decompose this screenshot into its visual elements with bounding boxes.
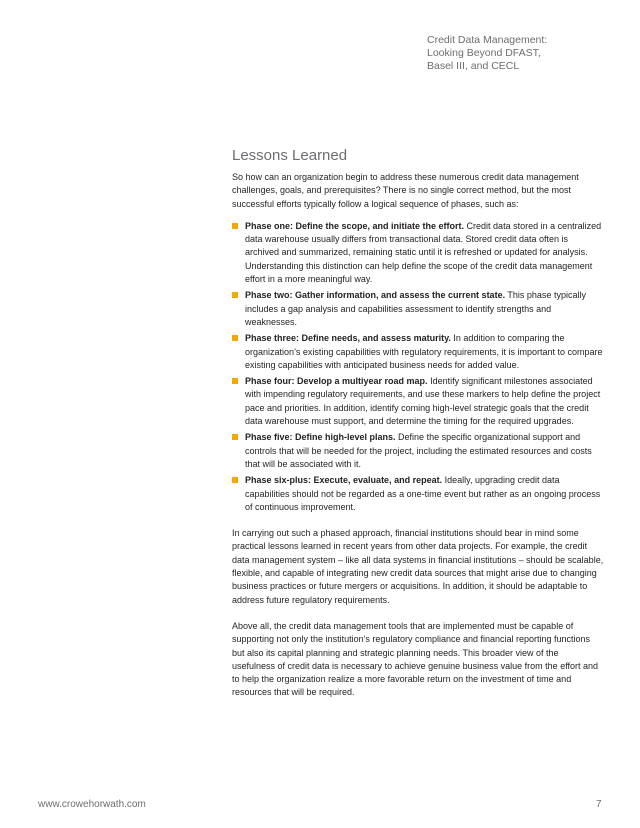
phase-text: In addition to comparing the organization’s existing capabilities with regulatory requirements, it is important to compare existing capabilities with anticipated business needs for added value. [245,333,603,370]
running-header-line: Looking Beyond DFAST, [427,47,541,59]
phase-title: Phase two: Gather information, and assess the current state. [245,290,506,301]
phase-item [232,375,604,428]
square-bullet-icon [232,223,238,229]
phase-title: Phase one: Define the scope, and initiate the effort. [245,220,465,231]
phase-text: Ideally, upgrading credit data capabilities should not be regarded as a one-time event but rather as an ongoing process of continuous improvement. [245,475,601,512]
phase-list [232,220,604,514]
running-header-line: Basel III, and CECL [427,60,520,72]
running-header [427,34,617,73]
phase-title: Phase six-plus: Execute, evaluate, and repeat. [245,475,443,486]
phase-item [232,474,604,514]
phase-title: Phase four: Develop a multiyear road map. [245,376,428,387]
square-bullet-icon [232,477,238,483]
phase-title: Phase five: Define high-level plans. [245,432,396,443]
square-bullet-icon [232,378,238,384]
square-bullet-icon [232,434,238,440]
phase-text: Identify significant milestones associated with impending regulatory requirements, and use these markers to help define the project pace and priorities. In addition, identify coming high-level strategic goals that the credit data warehouse must support, and determine the timing for the required upgrades. [245,376,601,427]
phase-text: This phase typically includes a gap analysis and capabilities assessment to identify strengths and weaknesses. [245,290,586,327]
square-bullet-icon [232,335,238,341]
phase-title: Phase three: Define needs, and assess maturity. [245,333,451,344]
intro-paragraph: So how can an organization begin to address these numerous credit data management challenges, goals, and prerequisites? There is no single correct method, but the most successful efforts typically follow a logical sequence of phases, such as: [232,172,579,209]
phase-item [232,220,604,286]
phase-text: Credit data stored in a centralized data warehouse usually differs from transactional data. Stored credit data often is archived and summarized, remaining static until it is refreshed or updated for analysis. Understanding this distinction can help define the scope of the credit data management effort in a more meaningful way. [245,220,602,285]
phase-item [232,431,604,471]
main-content [232,146,604,713]
phase-item [232,332,604,372]
section-title: Lessons Learned [232,147,348,164]
footer-website-link[interactable]: www.crowehorwath.com [38,799,146,810]
body-paragraph: Above all, the credit data management tools that are implemented must be capable of supporting not only the institution’s regulatory compliance and financial reporting functions but also its capital planning and strategic planning needs. This broader view of the usefulness of credit data is necessary to achieve genuine business value from the effort and to help the organization realize a more favorable return on the investment of time and resources that will be required. [232,620,599,698]
page-number: 7 [596,799,602,810]
square-bullet-icon [232,292,238,298]
phase-item [232,289,604,329]
running-header-line: Credit Data Management: [427,34,548,46]
body-paragraph: In carrying out such a phased approach, financial institutions should bear in mind some practical lessons learned in recent years from other data projects. For example, the credit data management system – like all data systems in financial institutions – should be scalable, flexible, and capable of integrating new credit data sources that might arise due to changing business practices or future mergers or acquisitions. In addition, it should be adaptable to address future regulatory requirements. [232,528,604,605]
phase-text: Define the specific organizational support and controls that will be needed for the project, including the estimated resources and costs that will be associated with it. [245,432,592,469]
